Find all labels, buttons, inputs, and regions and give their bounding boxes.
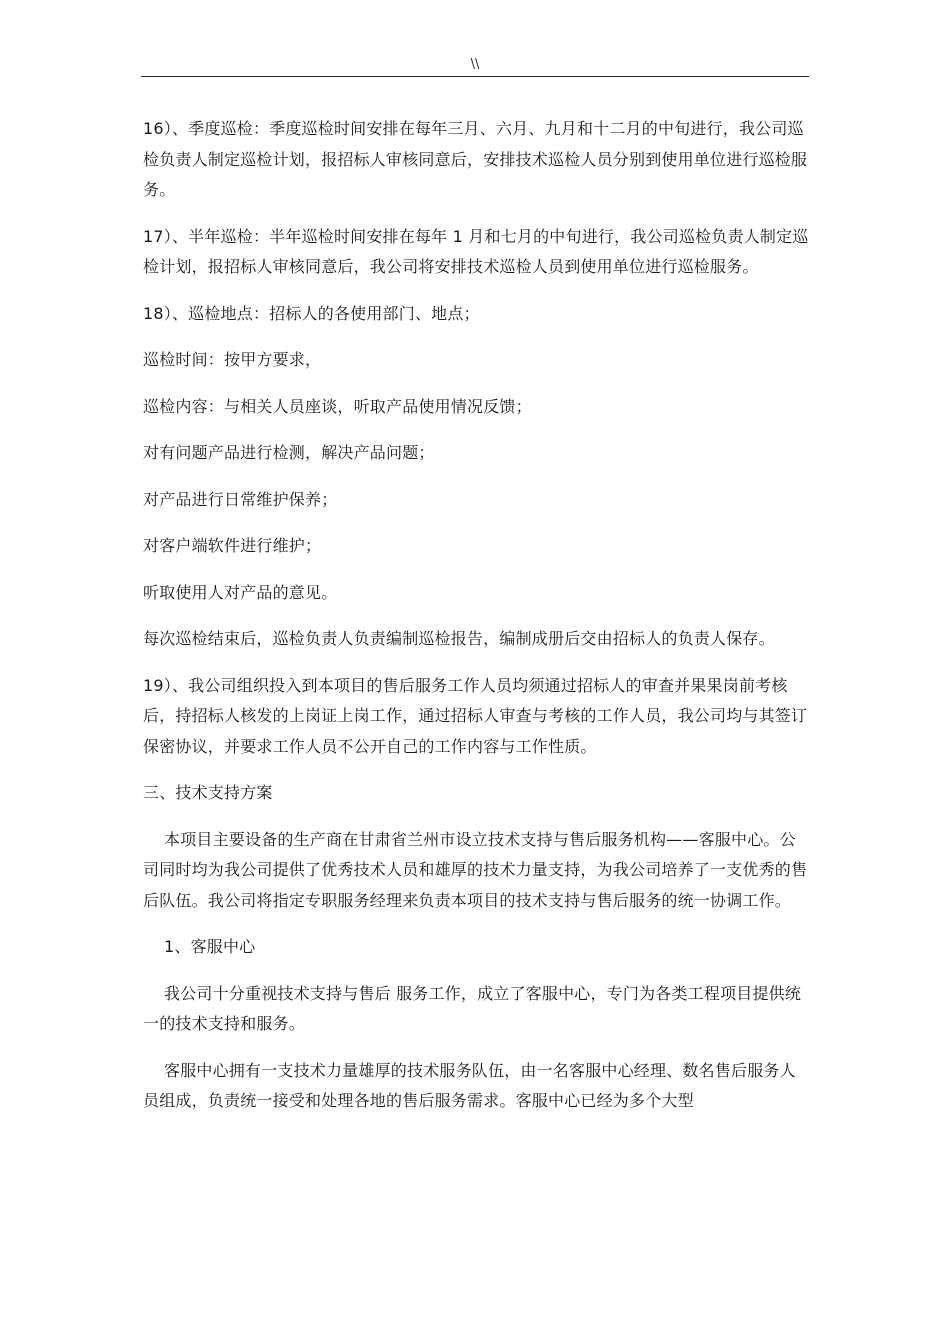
paragraph-staff-review: 19）、我公司组织投入到本项目的售后服务工作人员均须通过招标人的审查并果果岗前考核后，持招标人核发的上岗证上岗工作，通过招标人审查与考核的工作人员，我公司均与其签订保密协议，并要求工作人员不公开自己的工作内容与工作性质。 bbox=[143, 675, 808, 756]
paragraph-inspection-time: 巡检时间：按甲方要求， bbox=[143, 350, 322, 369]
paragraph-quarterly-inspection: 16）、季度巡检：季度巡检时间安排在每年三月、六月、九月和十二月的中旬进行，我公司巡检负责人制定巡检计划，报招标人审核同意后，安排技术巡检人员分别到使用单位进行巡检服务。 bbox=[143, 119, 808, 199]
document-body bbox=[143, 114, 809, 1133]
section-heading-tech-support: 三、技术支持方案 bbox=[143, 783, 273, 802]
paragraph-inspection-location: 18）、巡检地点：招标人的各使用部门、地点； bbox=[143, 303, 480, 323]
paragraph-user-feedback: 听取使用人对产品的意见。 bbox=[143, 582, 338, 602]
paragraph-inspection-report: 每次巡检结束后，巡检负责人负责编制巡检报告，编制成册后交由招标人的负责人保存。 bbox=[143, 629, 775, 648]
header-mark: \\ bbox=[470, 57, 480, 72]
paragraph-inspection-content: 巡检内容：与相关人员座谈，听取产品使用情况反馈； bbox=[143, 396, 532, 416]
paragraph-service-center-team: 客服中心拥有一支技术力量雄厚的技术服务队伍，由一名客服中心经理、数名售后服务人员组成，负责统一接受和处理各地的售后服务需求。客服中心已经为多个大型 bbox=[143, 1060, 796, 1110]
paragraph-service-center-established: 我公司十分重视技术支持与售后 服务工作，成立了客服中心，专门为各类工程项目提供统一的技术支持和服务。 bbox=[143, 983, 802, 1033]
page-header bbox=[141, 56, 809, 77]
paragraph-tech-support-intro: 本项目主要设备的生产商在甘肃省兰州市设立技术支持与售后服务机构——客服中心。公司同时均为我公司提供了优秀技术人员和雄厚的技术力量支持，为我公司培养了一支优秀的售后队伍。我公司将指定专职服务经理来负责本项目的技术支持与售后服务的统一协调工作。 bbox=[143, 829, 808, 910]
paragraph-product-testing: 对有问题产品进行检测，解决产品问题； bbox=[143, 443, 435, 462]
paragraph-software-maintenance: 对客户端软件进行维护； bbox=[143, 536, 322, 555]
paragraph-maintenance: 对产品进行日常维护保养； bbox=[143, 489, 338, 509]
subheading-service-center: 1、客服中心 bbox=[164, 937, 256, 956]
paragraph-semiannual-inspection: 17）、半年巡检：半年巡检时间安排在每年 1 月和七月的中旬进行，我公司巡检负责人制定巡检计划，报招标人审核同意后，我公司将安排技术巡检人员到使用单位进行巡检服务。 bbox=[143, 226, 809, 276]
